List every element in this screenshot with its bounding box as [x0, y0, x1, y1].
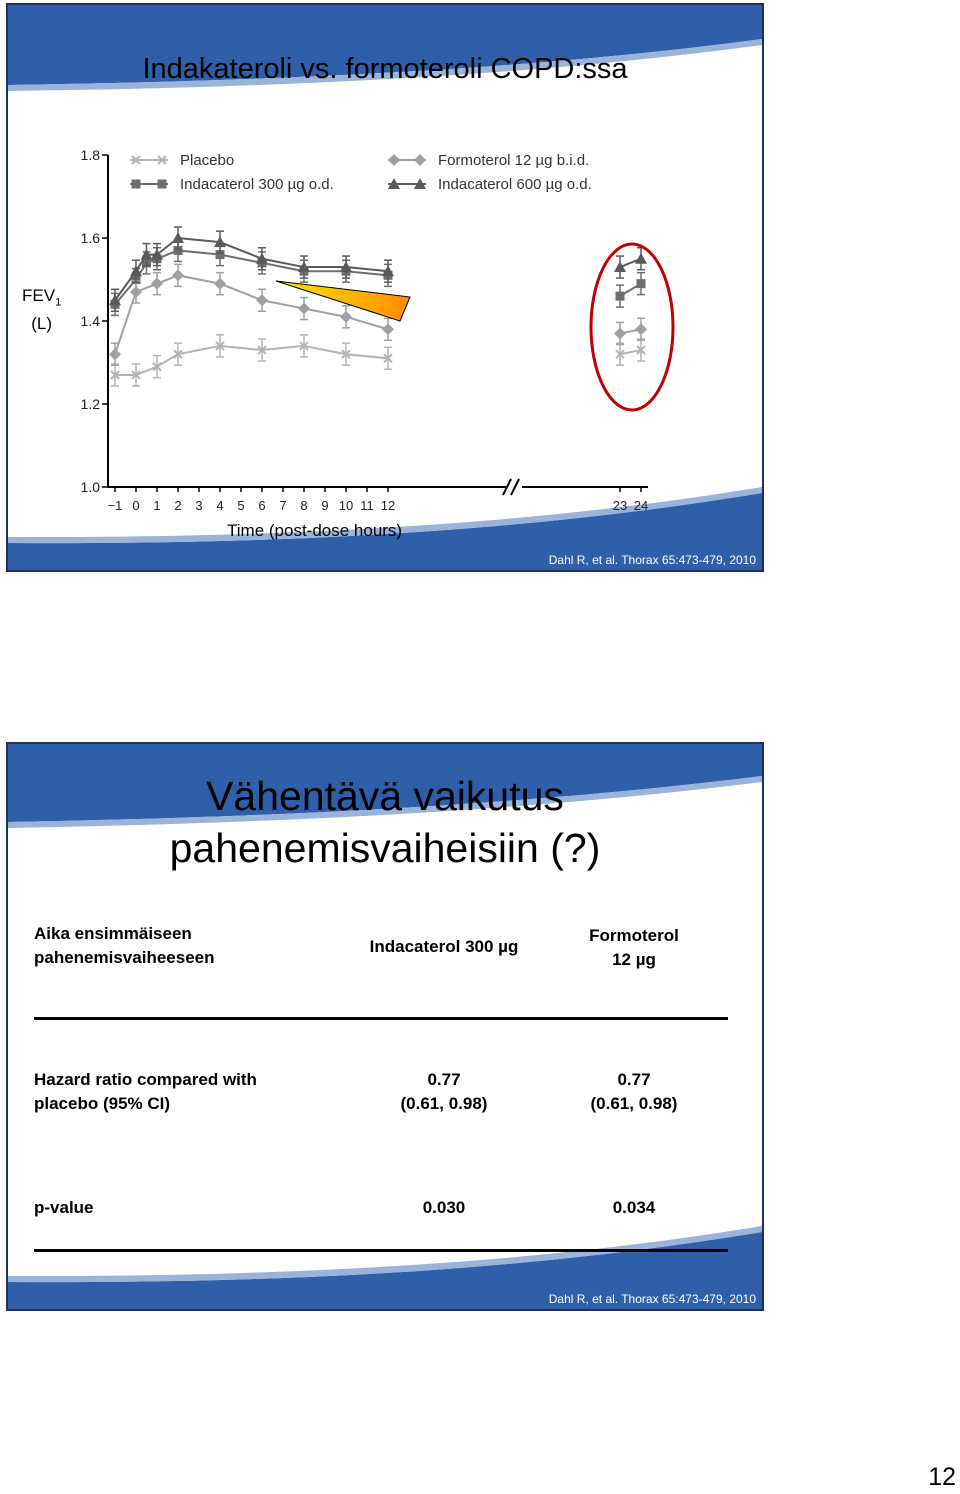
- x-tick-label: 8: [300, 498, 308, 513]
- x-tick-label: 23: [612, 498, 628, 513]
- legend-label: Formoterol 12 µg b.i.d.: [438, 152, 590, 169]
- x-tick-label: 11: [360, 498, 374, 513]
- y-axis-label-unit: (L): [31, 314, 52, 334]
- column-header-formoterol-line-2: 12 µg: [612, 950, 656, 969]
- y-axis-label-main: FEV: [22, 286, 56, 305]
- column-header-formoterol-line-1: Formoterol: [589, 926, 679, 945]
- data-point-formoterol-12-g-b-i-d: [340, 311, 352, 323]
- data-point-formoterol-12-g-b-i-d: [172, 269, 184, 281]
- x-tick-label: 3: [195, 498, 203, 513]
- x-tick-label: 7: [279, 498, 287, 513]
- slide-1-title: Indakateroli vs. formoteroli COPD:ssa: [142, 53, 628, 85]
- y-tick-label: 1.4: [80, 313, 100, 329]
- data-point-formoterol-12-g-b-i-d: [256, 294, 268, 306]
- slide-2-title-line-2: pahenemisvaiheisiin (?): [169, 825, 601, 871]
- slide-2-citation: Dahl R, et al. Thorax 65:473-479, 2010: [548, 1292, 756, 1306]
- y-axis-label-subscript: 1: [55, 296, 62, 309]
- slide-2-title: [8, 770, 762, 874]
- hazard-ratio-indacaterol-ci: (0.61, 0.98): [400, 1094, 488, 1113]
- highlight-ellipse: [591, 244, 673, 410]
- row-header: [34, 922, 214, 970]
- legend-label: Indacaterol 600 µg o.d.: [438, 176, 592, 193]
- legend-marker: [388, 154, 400, 166]
- hazard-ratio-label-line-1: Hazard ratio compared with: [34, 1070, 257, 1089]
- data-point-formoterol-12-g-b-i-d: [298, 303, 310, 315]
- table-bottom-rule: [34, 1249, 728, 1252]
- hazard-ratio-label-line-2: placebo (95% CI): [34, 1094, 171, 1113]
- x-tick-label: 6: [258, 498, 266, 513]
- y-axis-label: [22, 285, 61, 334]
- row-header-line-2: pahenemisvaiheeseen: [34, 948, 215, 967]
- data-point-formoterol-12-g-b-i-d: [109, 348, 121, 360]
- data-point-formoterol-12-g-b-i-d: [151, 278, 163, 290]
- data-point-formoterol-12-g-b-i-d: [214, 278, 226, 290]
- y-tick-label: 1.0: [80, 479, 100, 495]
- slide-1-citation: Dahl R, et al. Thorax 65:473-479, 2010: [548, 553, 756, 567]
- data-point-formoterol-12-g-b-i-d: [382, 323, 394, 335]
- legend-marker: [158, 180, 167, 189]
- row-header-line-1: Aika ensimmäiseen: [34, 924, 192, 943]
- p-value-indacaterol: 0.030: [422, 1198, 466, 1217]
- hazard-ratio-label: [34, 1068, 257, 1116]
- hazard-ratio-indacaterol: [364, 1068, 524, 1116]
- x-tick-label: 2: [174, 498, 182, 513]
- x-tick-label: 24: [633, 498, 649, 513]
- data-point-indacaterol-300-g-o-d: [637, 279, 646, 288]
- data-point-formoterol-12-g-b-i-d: [635, 323, 647, 335]
- hazard-ratio-formoterol-ci: (0.61, 0.98): [590, 1094, 678, 1113]
- p-value-label: p-value: [34, 1198, 94, 1217]
- slide-1: [6, 3, 764, 572]
- x-tick-label: 4: [216, 498, 224, 513]
- hazard-ratio-indacaterol-value: 0.77: [427, 1070, 461, 1089]
- data-point-indacaterol-600-g-o-d: [614, 261, 626, 272]
- legend-label: Placebo: [180, 152, 235, 169]
- table-top-rule: [34, 1017, 728, 1020]
- y-tick-label: 1.8: [80, 147, 100, 163]
- legend-marker: [132, 180, 141, 189]
- x-axis-label: Time (post-dose hours): [227, 521, 403, 540]
- legend-label: Indacaterol 300 µg o.d.: [180, 176, 334, 193]
- data-point-indacaterol-600-g-o-d: [130, 265, 142, 276]
- page-number: 12: [928, 1463, 956, 1491]
- data-point-formoterol-12-g-b-i-d: [614, 327, 626, 339]
- fev1-line-chart: [8, 5, 762, 570]
- axis-break-mark: [511, 479, 519, 495]
- hazard-ratio-formoterol-value: 0.77: [617, 1070, 651, 1089]
- slide-2-title-line-1: Vähentävä vaikutus: [206, 773, 564, 819]
- x-tick-label: 10: [338, 498, 354, 513]
- data-point-formoterol-12-g-b-i-d: [130, 286, 142, 298]
- column-header-formoterol: [554, 924, 714, 972]
- series-line-placebo: [115, 346, 388, 375]
- x-tick-label: −1: [107, 498, 123, 513]
- x-tick-label: 12: [380, 498, 396, 513]
- p-value-formoterol: 0.034: [612, 1198, 656, 1217]
- y-tick-label: 1.6: [80, 230, 100, 246]
- hazard-ratio-formoterol: [554, 1068, 714, 1116]
- slide-2: [6, 742, 764, 1311]
- data-point-indacaterol-600-g-o-d: [256, 253, 268, 264]
- x-tick-label: 0: [132, 498, 140, 513]
- x-tick-label: 1: [153, 498, 161, 513]
- legend-marker: [414, 154, 426, 166]
- data-point-indacaterol-300-g-o-d: [616, 292, 625, 301]
- data-point-indacaterol-600-g-o-d: [635, 253, 647, 264]
- x-tick-label: 9: [321, 498, 329, 513]
- x-tick-label: 5: [237, 498, 245, 513]
- y-tick-label: 1.2: [80, 396, 100, 412]
- column-header-indacaterol: Indacaterol 300 µg: [369, 937, 519, 956]
